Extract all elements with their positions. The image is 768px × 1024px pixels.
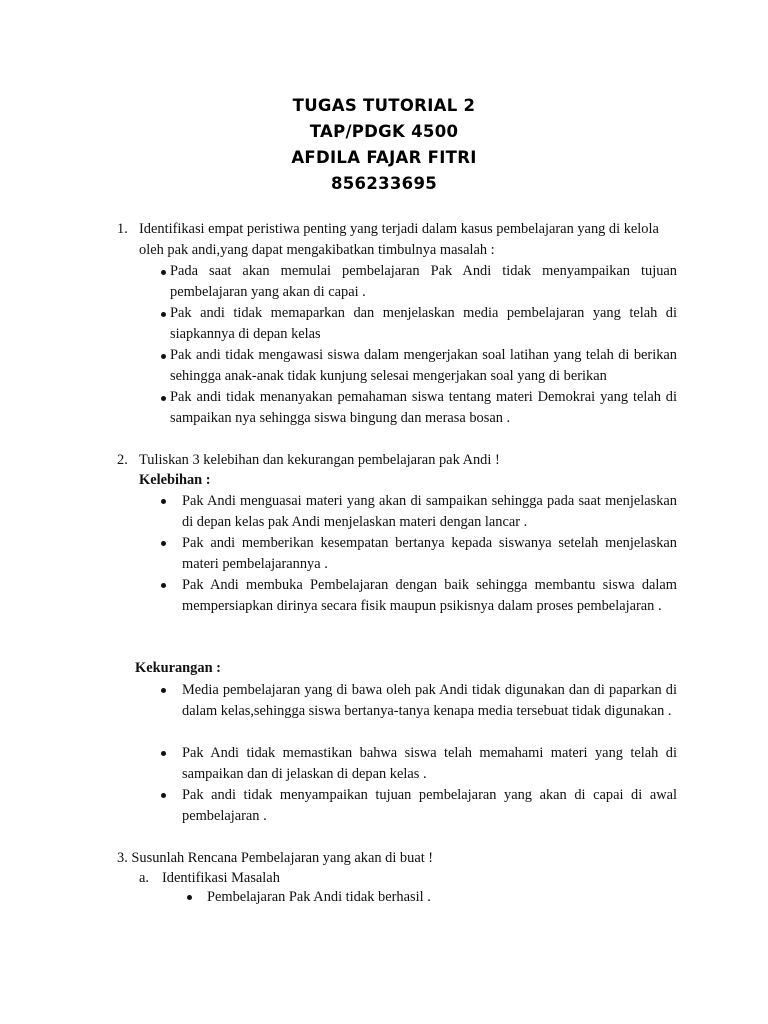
bullet-icon — [161, 270, 166, 275]
header-title: TUGAS TUTORIAL 2 — [292, 96, 476, 115]
bullet-icon — [161, 354, 166, 359]
kelebihan-item-3: Pak Andi membuka Pembelajaran dengan baik sehingga membantu siswa dalam mempersiapkan dirinya secara fisik maupun psikisnya dalam proses pembelajaran . — [182, 577, 677, 614]
bullet-icon — [161, 793, 166, 798]
bullet-icon — [161, 312, 166, 317]
bullet-icon — [187, 895, 192, 900]
question-1-text: Identifikasi empat peristiwa penting yang terjadi dalam kasus pembelajaran yang di kelola oleh pak andi,yang dapat mengakibatkan timbulnya masalah : — [139, 221, 659, 258]
bullet-icon — [161, 583, 166, 588]
bullet-icon — [161, 541, 166, 546]
question-3-text: 3. Susunlah Rencana Pembelajaran yang akan di buat ! — [117, 850, 434, 866]
q1-item-1: Pada saat akan memulai pembelajaran Pak Andi tidak menyampaikan tujuan pembelajaran yang akan di capai . — [170, 263, 677, 300]
kekurangan-item-2: Pak Andi tidak memastikan bahwa siswa telah memahami materi yang telah di sampaikan dan di jelaskan di depan kelas . — [182, 745, 677, 782]
kelebihan-item-2: Pak andi memberikan kesempatan bertanya kepada siswanya setelah menjelaskan materi pembelajarannya . — [182, 535, 677, 572]
kekurangan-item-3: Pak andi tidak menyampaikan tujuan pembelajaran yang akan di capai di awal pembelajaran . — [182, 787, 677, 824]
q3-sub-letter: a. — [139, 870, 149, 886]
q1-item-3: Pak andi tidak mengawasi siswa dalam mengerjakan soal latihan yang telah di berikan sehingga anak-anak tidak kunjung selesai mengerjakan soal yang di berikan — [170, 347, 677, 384]
header-course-code: TAP/PDGK 4500 — [309, 122, 459, 141]
kelebihan-item-1: Pak Andi menguasai materi yang akan di sampaikan sehingga pada saat menjelaskan di depan kelas pak Andi menjelaskan materi dengan lancar . — [182, 493, 677, 530]
question-2-text: Tuliskan 3 kelebihan dan kekurangan pembelajaran pak Andi ! — [139, 452, 500, 468]
q3-sub-title: Identifikasi Masalah — [162, 870, 280, 886]
kekurangan-item-1: Media pembelajaran yang di bawa oleh pak Andi tidak digunakan dan di paparkan di dalam kelas,sehingga siswa bertanya-tanya kenapa media tersebuat tidak digunakan . — [182, 682, 677, 719]
document-header — [0, 93, 768, 197]
q3-sub-item-1: Pembelajaran Pak Andi tidak berhasil . — [207, 889, 431, 905]
question-1-number: 1. — [117, 221, 128, 237]
bullet-icon — [161, 396, 166, 401]
question-2-number: 2. — [117, 452, 128, 468]
header-student-name: AFDILA FAJAR FITRI — [291, 148, 477, 167]
kekurangan-heading: Kekurangan : — [135, 660, 221, 676]
bullet-icon — [161, 499, 166, 504]
header-student-id: 856233695 — [330, 174, 438, 193]
q1-item-4: Pak andi tidak menanyakan pemahaman siswa tentang materi Demokrai yang telah di sampaikan nya sehingga siswa bingung dan merasa bosan . — [170, 389, 677, 426]
kelebihan-heading: Kelebihan : — [139, 472, 211, 488]
bullet-icon — [161, 688, 166, 693]
q1-item-2: Pak andi tidak memaparkan dan menjelaskan media pembelajaran yang telah di siapkannya di depan kelas — [170, 305, 677, 342]
bullet-icon — [161, 751, 166, 756]
